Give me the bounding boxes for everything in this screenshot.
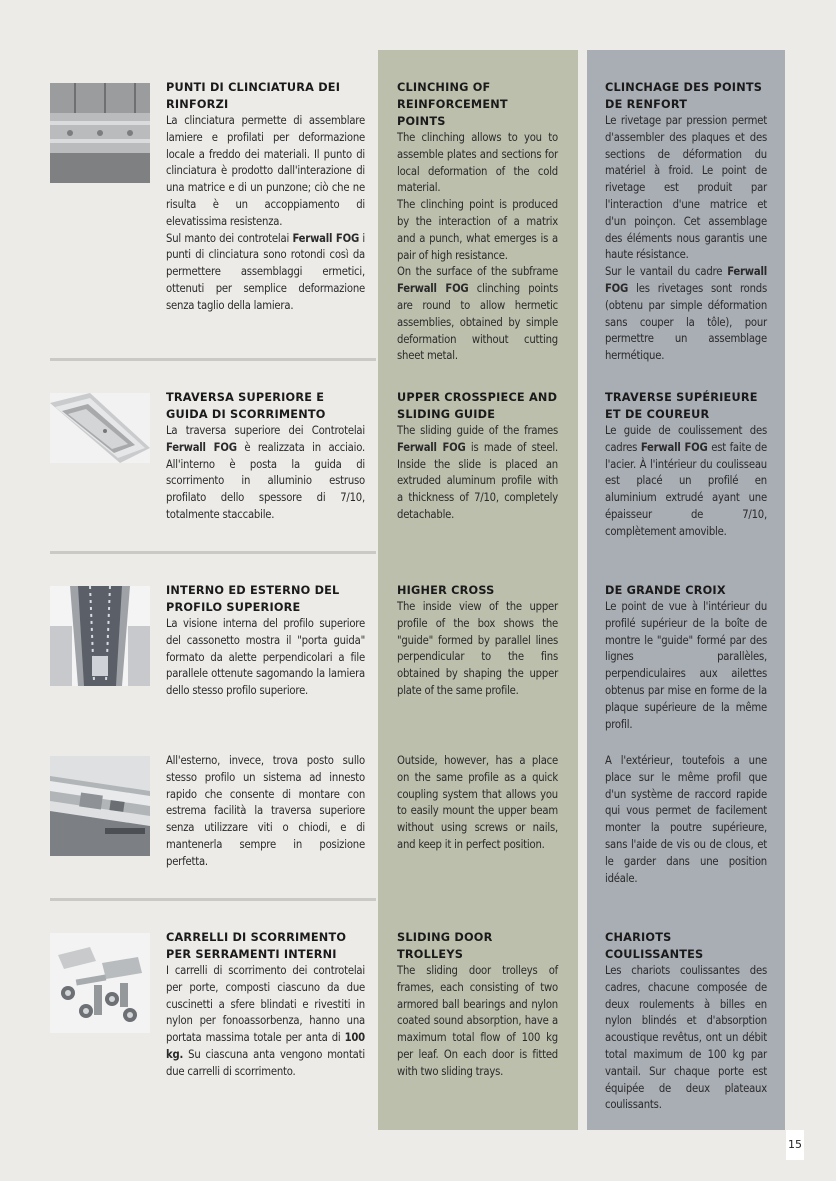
section-3-english xyxy=(397,582,558,700)
section-4-english xyxy=(397,753,558,854)
section-5-english-title: SLIDING DOOR TROLLEYS xyxy=(397,931,493,961)
section-1-english-paragraph: On the surface of the subframe Ferwall FOG clinching points are round to allow hermetic assemblies, obtained by simple deformation without cutting sheet metal. xyxy=(397,265,558,363)
section-5-french xyxy=(605,929,767,1114)
section-divider xyxy=(50,551,376,554)
section-divider xyxy=(50,898,376,901)
section-4-italian-paragraph: All'esterno, invece, trova posto sullo stesso profilo un sistema ad innesto rapido che consente di montare con estrema facilità la traversa superiore senza utilizzare viti o chiodi, e di mantenerla sempre in posizione perfetta. xyxy=(166,754,365,868)
clinch-points-photo xyxy=(50,83,150,183)
section-1-english-title: CLINCHING OF REINFORCEMENT POINTS xyxy=(397,81,508,128)
section-3-italian-title: INTERNO ED ESTERNO DEL PROFILO SUPERIORE xyxy=(166,584,340,614)
section-2-italian-title: TRAVERSA SUPERIORE E GUIDA DI SCORRIMENTO xyxy=(166,391,326,421)
section-4-english-paragraph: Outside, however, has a place on the same profile as a quick coupling system that allows you to easily mount the upper beam without using screws or nails, and keep it in perfect position. xyxy=(397,754,558,851)
section-divider xyxy=(50,358,376,361)
section-5-italian-paragraph: I carrelli di scorrimento dei controtelai per porte, composti ciascuno da due cuscinetti a sfere blindati e rivestiti in nylon per fonoassorbenza, hanno una portata massima totale per anta di 100 kg. Su ciascuna anta vengono montati due carrelli di scorrimento. xyxy=(166,964,365,1078)
section-4-italian xyxy=(166,753,365,871)
section-1-english-paragraph: The clinching point is produced by the interaction of a matrix and a punch, what emerges is a pair of high resistance. xyxy=(397,198,558,262)
section-5-french-title: CHARIOTS COULISSANTES xyxy=(605,931,704,961)
section-5-italian-title: CARRELLI DI SCORRIMENTO PER SERRAMENTI INTERNI xyxy=(166,931,347,961)
quick-coupling-photo xyxy=(50,756,150,856)
section-2-french-paragraph: Le guide de coulissement des cadres Ferwall FOG est faite de l'acier. À l'intérieur du coulisseau est placé un profilé en aluminium extrudé ayant une épaisseur de 7/10, complètement amovible. xyxy=(605,424,767,538)
section-1-english-paragraph: The clinching allows to you to assemble plates and sections for local deformation of the cold material. xyxy=(397,131,558,195)
section-1-italian-paragraph: La clinciatura permette di assemblare lamiere e profilati per deformazione locale a freddo dei materiali. Il punto di clinciatura è prodotto dall'interazione di una matrice e di un punzone; ciò che ne risulta è un accoppiamento di elevatissima resistenza. xyxy=(166,114,365,228)
section-2-french xyxy=(605,389,767,541)
section-4-french-paragraph: A l'extérieur, toutefois a une place sur le même profil que d'un système de raccord rapide qui vous permet de facilement monter la poutre supérieure, sans l'aide de vis ou de clous, et le garder dans une position idéale. xyxy=(605,754,767,885)
upper-profile-inside-photo xyxy=(50,586,150,686)
section-1-italian-title: PUNTI DI CLINCIATURA DEI RINFORZI xyxy=(166,81,341,111)
section-1-french xyxy=(605,79,767,365)
section-2-english-paragraph: The sliding guide of the frames Ferwall FOG is made of steel. Inside the slide is placed an extruded aluminum profile with a thickness of 7/10, completely detachable. xyxy=(397,424,558,521)
section-2-english xyxy=(397,389,558,524)
section-5-italian xyxy=(166,929,365,1081)
page-number: 15 xyxy=(786,1130,804,1160)
section-5-english-paragraph: The sliding door trolleys of frames, each consisting of two armored ball bearings and nylon coated sound absorption, have a maximum total flow of 100 kg per leaf. On each door is fitted with two sliding trays. xyxy=(397,964,558,1078)
section-1-italian-paragraph: Sul manto dei controtelai Ferwall FOG i punti di clinciatura sono rotondi così da permettere assemblaggi ermetici, ottenuti per semplice deformazione senza taglio della lamiera. xyxy=(166,231,365,312)
sliding-trolleys-photo xyxy=(50,933,150,1033)
section-1-italian xyxy=(166,79,365,315)
section-3-english-paragraph: The inside view of the upper profile of the box shows the "guide" formed by parallel lines perpendicular to the fins obtained by shaping the upper plate of the same profile. xyxy=(397,600,558,697)
section-3-french-paragraph: Le point de vue à l'intérieur du profilé supérieur de la boîte de montre le "guide" formé par des lignes parallèles, perpendiculaires aux ailettes obtenus par mise en forme de la plaque supérieure de la même profil. xyxy=(605,600,767,731)
section-3-italian xyxy=(166,582,365,700)
section-3-english-title: HIGHER CROSS xyxy=(397,584,495,597)
section-4-french xyxy=(605,753,767,887)
section-3-french-title: DE GRANDE CROIX xyxy=(605,584,726,597)
section-2-italian-paragraph: La traversa superiore dei Controtelai Ferwall FOG è realizzata in acciaio. All'interno è posta la guida di scorrimento in alluminio estruso profilato dello spessore di 7/10, totalmente staccabile. xyxy=(166,424,365,521)
section-1-french-paragraph: Le rivetage par pression permet d'assembler des plaques et des sections de déformation du matériel à froid. Le point de rivetage est produit par l'interaction d'une matrice et d'un poinçon. Cet assemblage des éléments nous garantis une haute résistance. xyxy=(605,114,767,262)
section-3-french xyxy=(605,582,767,733)
upper-crosspiece-photo xyxy=(50,393,150,493)
section-5-french-paragraph: Les chariots coulissantes des cadres, chacune composée de deux roulements à billes en nylon blindés et d'absorption acoustique revêtus, ont un débit total maximum de 100 kg par vantail. Sur chaque porte est équipée de deux plateaux coulissants. xyxy=(605,964,767,1112)
section-5-english xyxy=(397,929,558,1081)
section-2-french-title: TRAVERSE SUPÉRIEURE ET DE COUREUR xyxy=(605,391,758,421)
section-1-french-paragraph: Sur le vantail du cadre Ferwall FOG les rivetages sont ronds (obtenu par simple déformation sans couper la tôle), pour permettre un assemblage hermétique. xyxy=(605,265,767,363)
section-2-italian xyxy=(166,389,365,524)
section-1-english xyxy=(397,79,558,365)
section-3-italian-paragraph: La visione interna del profilo superiore del cassonetto mostra il "porta guida" formato da alette perpendicolari a file parallele ottenute sagomando la lamiera dello stesso profilo superiore. xyxy=(166,617,365,698)
section-2-english-title: UPPER CROSSPIECE AND SLIDING GUIDE xyxy=(397,391,558,421)
section-1-french-title: CLINCHAGE DES POINTS DE RENFORT xyxy=(605,81,763,111)
